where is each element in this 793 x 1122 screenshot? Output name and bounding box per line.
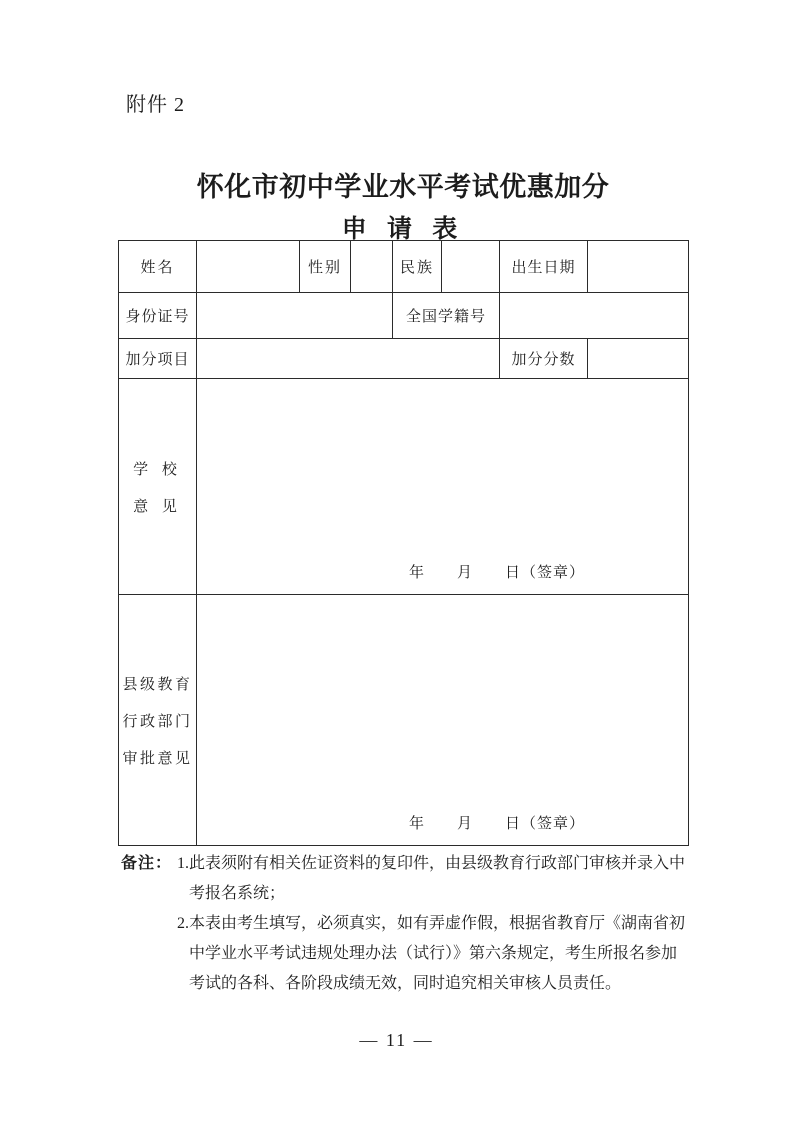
bonus-item-label-cell: 加分项目	[119, 339, 197, 379]
school-date-sign-line: 年 月 日（签章）	[409, 565, 586, 581]
gender-label-cell: 性别	[300, 241, 351, 293]
note-item2-line2: 中学业水平考试违规处理办法（试行）》第六条规定，考生所报名参加	[189, 945, 678, 962]
table-row-bonus	[119, 339, 689, 379]
school-opinion-label-line2: 意 见	[133, 498, 182, 515]
county-approval-label-cell	[119, 595, 197, 846]
ethnicity-label-cell: 民族	[393, 241, 442, 293]
school-opinion-label-line1: 学 校	[133, 461, 182, 478]
name-value-cell	[197, 241, 300, 293]
form-title-line1: 怀化市初中学业水平考试优惠加分	[196, 172, 610, 202]
application-table	[118, 240, 689, 846]
table-row-personal	[119, 241, 689, 293]
county-label-line3: 审批意见	[122, 750, 193, 767]
form-title-line2: 申 请 表	[341, 216, 465, 243]
county-label-line1: 县级教育	[122, 676, 193, 693]
student-id-label-cell: 全国学籍号	[393, 293, 500, 339]
notes-label: 备注：	[121, 855, 173, 872]
bonus-item-value-cell	[197, 339, 500, 379]
table-row-school-opinion	[119, 379, 689, 595]
note-item1-line2: 考报名系统；	[189, 885, 286, 902]
school-opinion-label-cell	[119, 379, 197, 595]
page-number: — 11 —	[359, 1030, 434, 1050]
table-row-ids	[119, 293, 689, 339]
id-number-value-cell	[197, 293, 393, 339]
ethnicity-value-cell	[442, 241, 500, 293]
birthdate-label-cell: 出生日期	[500, 241, 588, 293]
county-date-sign-line: 年 月 日（签章）	[409, 816, 586, 832]
bonus-score-label-cell: 加分分数	[500, 339, 588, 379]
notes-section	[121, 849, 707, 999]
name-label-cell: 姓名	[119, 241, 197, 293]
county-approval-content-cell	[197, 595, 689, 846]
county-label-line2: 行政部门	[122, 713, 193, 730]
bonus-score-value-cell	[588, 339, 689, 379]
note-item1-line1: 1.此表须附有相关佐证资料的复印件，由县级教育行政部门审核并录入中	[177, 855, 686, 872]
note-item2-line3: 考试的各科、各阶段成绩无效，同时追究相关审核人员责任。	[189, 975, 622, 992]
attachment-label: 附件 2	[126, 94, 185, 116]
form-title	[118, 165, 688, 245]
id-number-label-cell: 身份证号	[119, 293, 197, 339]
table-row-county-approval	[119, 595, 689, 846]
birthdate-value-cell	[588, 241, 689, 293]
school-opinion-content-cell	[197, 379, 689, 595]
gender-value-cell	[351, 241, 393, 293]
student-id-value-cell	[500, 293, 689, 339]
notes-body	[177, 849, 707, 999]
note-item2-line1: 2.本表由考生填写，必须真实，如有弄虚作假，根据省教育厅《湖南省初	[177, 915, 686, 932]
